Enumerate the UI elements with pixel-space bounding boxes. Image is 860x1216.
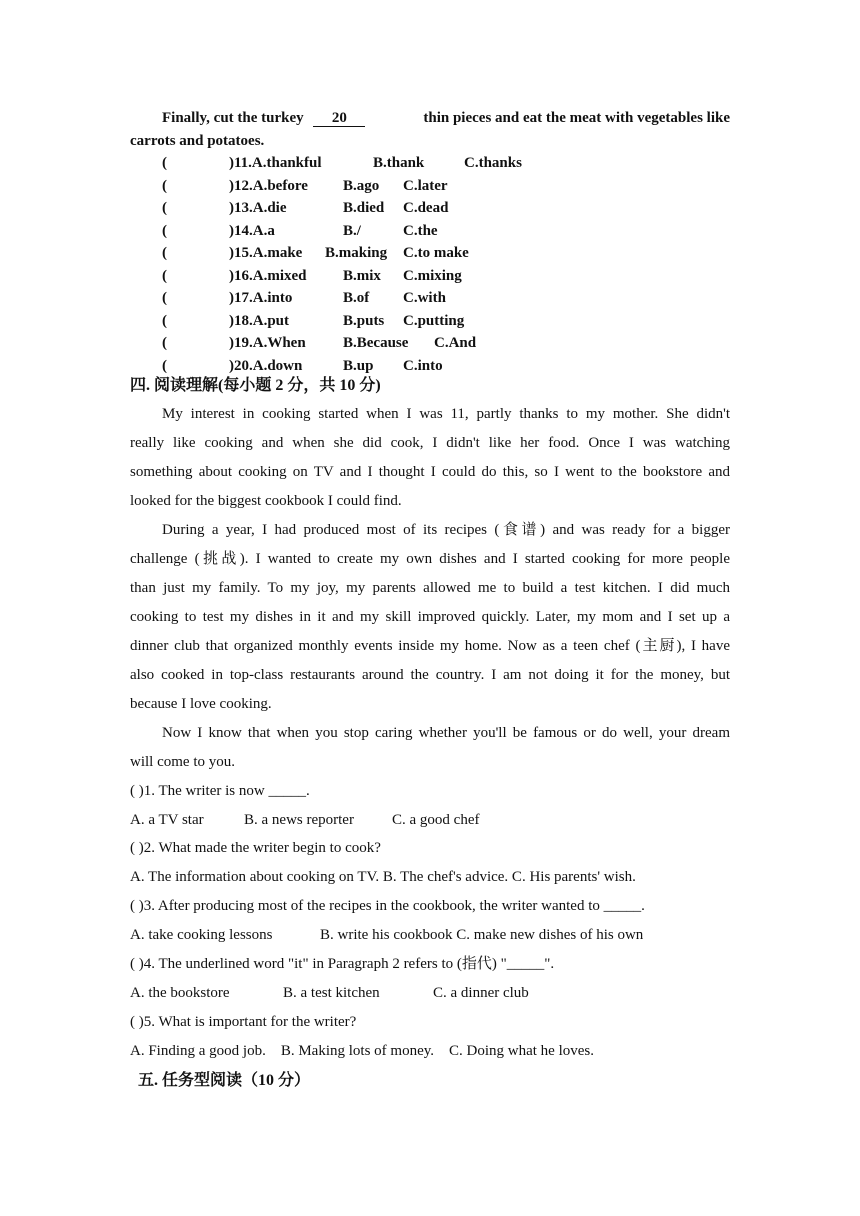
option-a: )16.A.mixed (229, 268, 307, 284)
option-a: )20.A.down (229, 358, 303, 374)
section5-title: 五. 任务型阅读（10 分） (138, 1072, 311, 1089)
option-c: C.putting (403, 313, 465, 329)
option-c: C.dead (403, 200, 449, 216)
option-a: )17.A.into (229, 290, 293, 306)
option-b: B.puts (343, 313, 385, 329)
option-c: C.later (403, 178, 448, 194)
question-stem: ( )4. The underlined word "it" in Paragraph 2 refers to (指代) "_____". (130, 956, 555, 972)
passage-line: challenge (挑战). I wanted to create my own dishes and I started cooking for more people (130, 551, 730, 567)
answer-bracket: ( (162, 335, 167, 351)
option-a: )12.A.before (229, 178, 308, 194)
passage-line: During a year, I had produced most of its recipes (食谱) and was ready for a bigger (162, 522, 730, 538)
passage-line: something about cooking on TV and I thought I could do this, so I went to the bookstore and (130, 464, 730, 480)
option-b: B./ (343, 223, 361, 239)
option-a: )18.A.put (229, 313, 290, 329)
question-option: B. a news reporter (244, 812, 354, 828)
passage-line: really like cooking and when she did cook, I didn't like her food. Once I was watching (130, 435, 730, 451)
answer-bracket: ( (162, 290, 167, 306)
question-option: B. a test kitchen (283, 985, 380, 1001)
answer-bracket: ( (162, 178, 167, 194)
cloze-sentence-part1: Finally, cut the turkey (162, 110, 304, 126)
option-b: B.thank (373, 155, 425, 171)
passage-line: Now I know that when you stop caring whether you'll be famous or do well, your dream (162, 725, 730, 741)
question-option: C. a dinner club (433, 985, 529, 1001)
cloze-sentence-line2: carrots and potatoes. (130, 133, 265, 149)
question-option: A. a TV star (130, 812, 204, 828)
question-options-line: A. Finding a good job. B. Making lots of money. C. Doing what he loves. (130, 1043, 595, 1059)
question-option: A. take cooking lessons (130, 927, 273, 943)
passage-line: also cooked in top-class restaurants around the country. I am not doing it for the money, but (130, 667, 730, 683)
passage-line: looked for the biggest cookbook I could find. (130, 493, 402, 509)
option-b: B.died (343, 200, 385, 216)
answer-bracket: ( (162, 155, 167, 171)
passage-line: will come to you. (130, 754, 235, 770)
section4-title: 四. 阅读理解(每小题 2 分，共 10 分) (130, 377, 381, 394)
option-a: )19.A.When (229, 335, 306, 351)
cloze-sentence-line1 (162, 108, 730, 128)
question-option: A. the bookstore (130, 985, 230, 1001)
option-c: C.mixing (403, 268, 462, 284)
option-b: B.making (325, 245, 388, 261)
question-option: B. write his cookbook C. make new dishes of his own (320, 927, 644, 943)
option-c: C.into (403, 358, 443, 374)
question-option: C. a good chef (392, 812, 480, 828)
option-c: C.thanks (464, 155, 522, 171)
answer-bracket: ( (162, 313, 167, 329)
option-a: )15.A.make (229, 245, 303, 261)
option-c: C.And (434, 335, 477, 351)
option-c: C.the (403, 223, 438, 239)
answer-bracket: ( (162, 358, 167, 374)
question-stem: ( )5. What is important for the writer? (130, 1014, 357, 1030)
option-b: B.up (343, 358, 374, 374)
option-a: )14.A.a (229, 223, 275, 239)
passage-line: dinner club that organized monthly events inside my home. Now as a teen chef (主厨), I have (130, 638, 730, 654)
passage-line: cooking to test my dishes in it and my skill improved quickly. Later, my mom and I set up a (130, 609, 730, 625)
option-b: B.mix (343, 268, 381, 284)
option-c: C.to make (403, 245, 469, 261)
option-b: B.ago (343, 178, 380, 194)
question-stem: ( )3. After producing most of the recipes in the cookbook, the writer wanted to _____. (130, 898, 645, 914)
passage-line: than just my family. To my joy, my parents allowed me to build a test kitchen. I did much (130, 580, 730, 596)
question-stem: ( )1. The writer is now _____. (130, 783, 310, 799)
passage-line: because I love cooking. (130, 696, 272, 712)
answer-bracket: ( (162, 268, 167, 284)
option-a: )13.A.die (229, 200, 287, 216)
question-stem: ( )2. What made the writer begin to cook? (130, 840, 381, 856)
answer-bracket: ( (162, 245, 167, 261)
option-b: B.of (343, 290, 370, 306)
question-options-line: A. The information about cooking on TV. B. The chef's advice. C. His parents' wish. (130, 869, 636, 885)
answer-bracket: ( (162, 223, 167, 239)
answer-bracket: ( (162, 200, 167, 216)
option-c: C.with (403, 290, 446, 306)
option-a: )11.A.thankful (229, 155, 322, 171)
cloze-blank-20: 20 (313, 110, 365, 127)
cloze-sentence-part2: thin pieces and eat the meat with vegetables like (423, 110, 730, 126)
passage-line: My interest in cooking started when I was 11, partly thanks to my mother. She didn't (162, 406, 730, 422)
option-b: B.Because (343, 335, 409, 351)
